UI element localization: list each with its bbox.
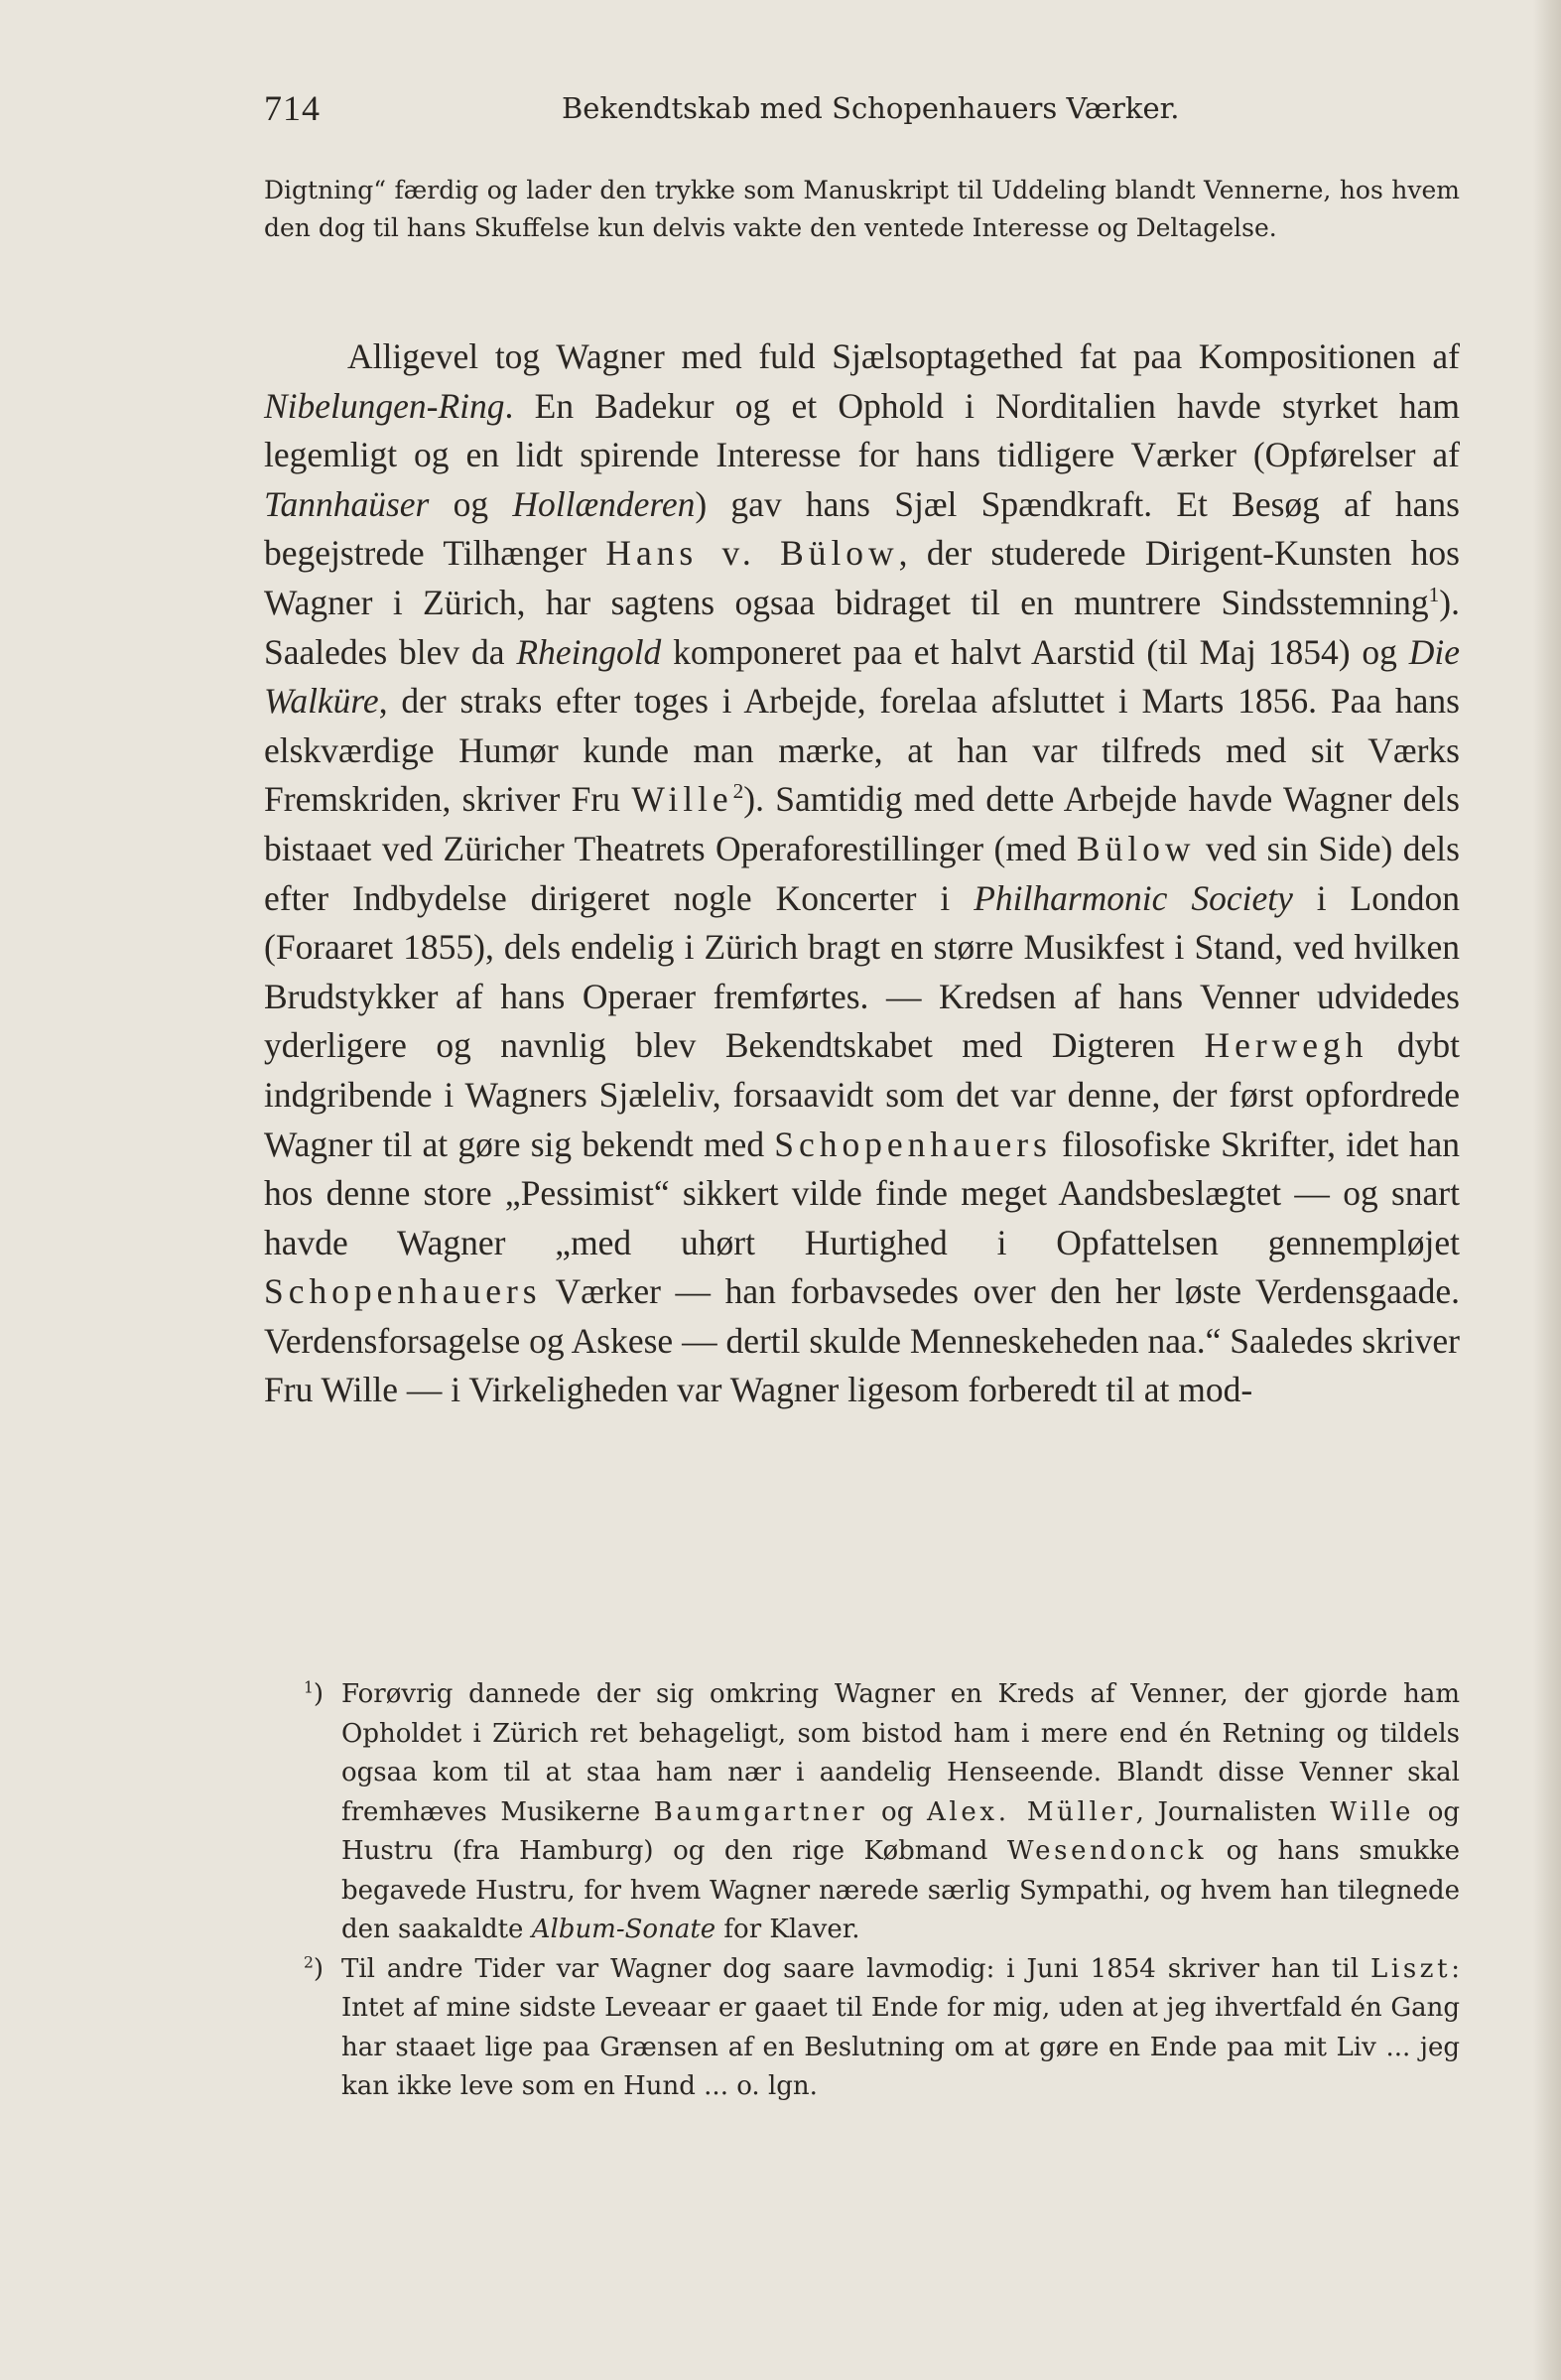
spaced-name: Schopenhauers [774,1124,1052,1164]
spaced-name: Wille [631,779,733,820]
spaced-name: Hans v. Bülow [605,533,899,574]
footnote-mark: $^1$) [304,1678,325,1709]
text-run: komponeret paa et halvt Aarstid (til Maj 1854) og [661,631,1409,672]
footnote-1 [264,1675,1460,1950]
text-run: og [867,1796,928,1827]
work-title: Die Walküre [264,631,1460,722]
footnote-ref: 1 [1428,583,1440,607]
work-title: Hollænderen [512,483,696,524]
text-run: ). Samtidig med dette Arbejde havde Wagner dels bistaaet ved Züricher Theatrets Operaforestillinger (med [264,779,1460,868]
text-run: og hans smukke begavede Hustru, for hvem Wagner nærede særlig Sympathi, og hvem han tilegnede den saakaldte [341,1836,1460,1944]
running-header [264,87,1460,135]
spaced-name: Bülow [1076,828,1196,868]
footnote-mark: $^2$) [304,1952,325,1984]
page-number: 714 [264,88,321,128]
text-run: og Hustru (fra Hamburg) og den rige Købmand [341,1796,1461,1866]
footnotes [264,1675,1460,2107]
text-run: dybt indgribende i Wagners Sjæleliv, forsaavidt som det var denne, der først opfordrede Wagner til at gøre sig bekendt med [264,1025,1460,1164]
work-title: Rheingold [516,631,662,672]
text-run: ved sin Side) dels efter Indbydelse dirigeret nogle Koncerter i [264,828,1460,918]
text-run: , Journalisten [1135,1796,1331,1827]
main-text [264,332,1460,1415]
work-title: Philharmonic Society [974,877,1293,918]
text-run: , der straks efter toges i Arbejde, forelaa afsluttet i Marts 1856. Paa hans elskværdige Humør kunde man mærke, at han var tilfreds med sit Værks Fremskriden, skriver Fru [264,681,1460,820]
work-title: Nibelungen-Ring [264,385,505,426]
footnote-number: 1 [304,1678,314,1697]
text-run: Værker — han forbavsedes over den her løste Verdensgaade. Verdensforsagelse og Askese — dertil skulde Menneskeheden naa.“ Saaledes skriver Fru Wille — i Virkeligheden var Wagner ligesom forberedt til at mod- [264,1271,1460,1410]
text-run: for Klaver. [715,1915,860,1944]
text-run: : Intet af mine sidste Leveaar er gaaet til Ende for mig, uden at jeg ihvertfald én Gang har staaet lige paa Grænsen af en Beslutning om at gøre en Ende paa mit Liv ... jeg kan ikke leve som en Hund ... o. lgn. [341,1953,1460,2101]
spaced-name: Liszt [1369,1953,1452,1984]
spaced-name: Wille [1330,1796,1415,1827]
text-run: Til andre Tider var Wagner dog saare lavmodig: i Juni 1854 skriver han til [341,1953,1370,1984]
spaced-name: Schopenhauers [264,1271,542,1312]
text-run: ). Saaledes blev da [264,582,1460,672]
footnote-ref: 2 [732,779,744,804]
text-run: Alligevel tog Wagner med fuld Sjælsoptagethed fat paa Kompositionen af [347,336,1460,376]
text-run: Forøvrig dannede der sig omkring Wagner en Kreds af Venner, der gjorde ham Opholdet i Zürich ret behageligt, som bistod ham i mere end én Retning og tildels ogsaa kom til at staa ham nær i aandelig Henseende. Blandt disse Venner skal fremhæves Musikerne [341,1679,1460,1827]
body-paragraph [264,332,1460,1415]
text-run: i London (Foraaret 1855), dels endelig i Zürich bragt en større Musikfest i Stand, ved hvilken Brudstykker af hans Operaer fremførtes. — Kredsen af hans Venner udvidedes yderligere og navnlig blev Bekendtskabet med Digteren [264,877,1460,1066]
footnote-number: 2 [304,1952,314,1971]
text-run: og [429,483,513,524]
spaced-name: Herwegh [1204,1025,1368,1066]
text-run: . En Badekur og et Ophold i Norditalien havde styrket ham legemligt og en lidt spirende Interesse for hans tidligere Værker (Opførelser af [264,385,1460,475]
running-title: Bekendtskab med Schopenhauers Værker. [562,91,1180,125]
footnote-2 [264,1950,1460,2107]
text-run: ) gav hans Sjæl Spændkraft. Et Besøg af hans begejstrede Tilhænger [264,483,1460,574]
spaced-name: Wesendonck [1006,1836,1208,1866]
work-title: Tannhaüser [264,483,430,524]
spaced-name: Baumgartner [653,1796,868,1827]
work-title: Album-Sonate [531,1915,716,1944]
page-edge-shadow [1533,0,1561,2380]
intro-paragraph: Digtning“ færdig og lader den trykke som Manuskript til Uddeling blandt Vennerne, hos hvem den dog til hans Skuffelse kun delvis vakte den ventede Interesse og Deltagelse. [264,176,1460,242]
text-run: , der studerede Dirigent-Kunsten hos Wagner i Zürich, har sagtens ogsaa bidraget til en muntrere Sindsstemning [264,533,1460,622]
text-run: filosofiske Skrifter, idet han hos denne store „Pessimist“ sikkert vilde finde meget Aandsbeslægtet — og snart havde Wagner „med uhørt Hurtighed i Opfattelsen gennempløjet [264,1124,1460,1262]
spaced-name: Alex. Müller [927,1796,1136,1827]
